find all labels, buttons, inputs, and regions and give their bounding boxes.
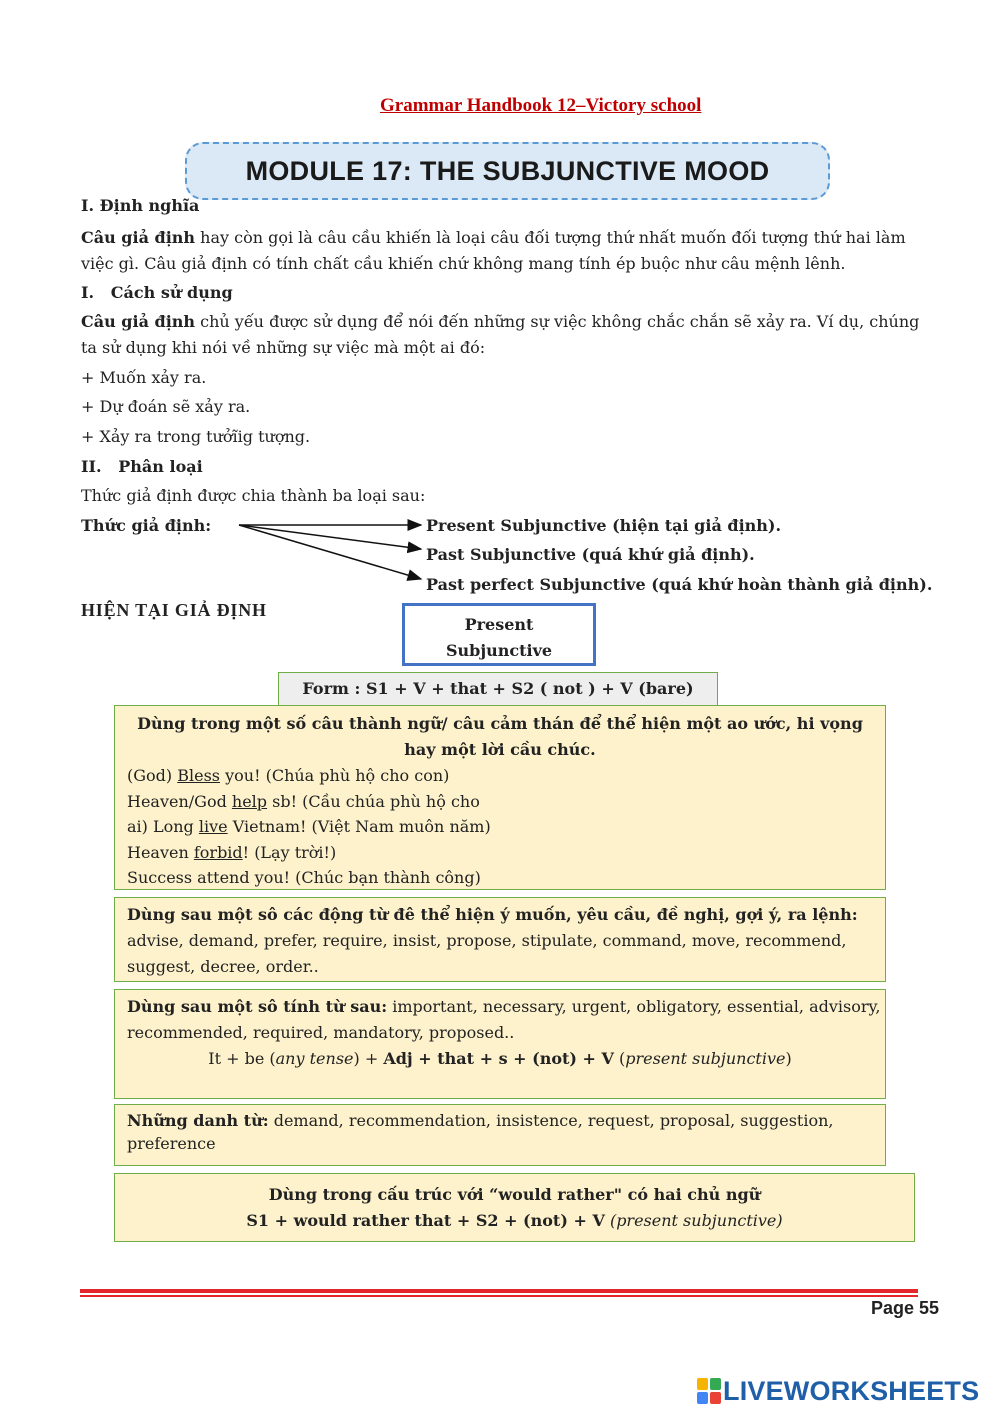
- handbook-title: Grammar Handbook 12–Victory school: [380, 95, 702, 116]
- would-rather-box: [114, 1173, 915, 1242]
- type-past-perfect: Past perfect Subjunctive (quá khứ hoàn thành giả định).: [426, 575, 933, 594]
- types-arrows: [235, 515, 430, 590]
- definition-term: Câu giả định: [81, 228, 196, 247]
- idiom-title-line2: hay một lời cầu chúc.: [404, 740, 596, 759]
- arrow-past: [239, 525, 421, 549]
- types-label: Thức giả định:: [81, 516, 212, 535]
- types-intro: Thức giả định được chia thành ba loại sau:: [81, 486, 426, 505]
- adjectives-box-text: [127, 994, 885, 1046]
- idiom-example: (God) Bless you! (Chúa phù hộ cho con): [127, 766, 450, 785]
- would-rather-formula-note: (present subjunctive): [604, 1211, 783, 1230]
- nouns-line1: demand, recommendation, insistence, request, proposal, suggestion,: [268, 1111, 834, 1130]
- type-present: Present Subjunctive (hiện tại giả định).: [426, 516, 782, 535]
- nouns-box-title: Những danh từ:: [127, 1111, 269, 1130]
- verbs-box: [114, 897, 886, 982]
- module-banner: [185, 142, 830, 200]
- liveworksheets-brand: LIVEWORKSHEETS: [723, 1375, 980, 1406]
- idiom-example: Heaven forbid! (Lạy trời!): [127, 842, 337, 862]
- definition-line1: hay còn gọi là câu cầu khiến là loại câu đối tượng thứ nhất muốn đối tượng thứ hai làm: [195, 228, 906, 247]
- definition-text: [81, 225, 921, 277]
- usage-bullet: + Dự đoán sẽ xảy ra.: [81, 397, 251, 416]
- types-heading: [81, 454, 203, 480]
- idiom-title-line1: Dùng trong một số câu thành ngữ/ câu cảm thán để thể hiện một ao ước, hi vọng: [137, 714, 863, 733]
- adjectives-box-title: Dùng sau một sô tính từ sau:: [127, 997, 388, 1016]
- type-past: Past Subjunctive (quá khứ giả định).: [426, 545, 755, 564]
- usage-term: Câu giả định: [81, 312, 196, 331]
- usage-heading-text: Cách sử dụng: [110, 283, 233, 302]
- idiom-example: Heaven/God help sb! (Cầu chúa phù hộ cho: [127, 791, 480, 811]
- would-rather-formula: S1 + would rather that + S2 + (not) + V: [246, 1211, 605, 1230]
- module-title: MODULE 17: THE SUBJUNCTIVE MOOD: [245, 155, 770, 186]
- nouns-box-text: [127, 1109, 885, 1155]
- adjectives-line1: important, necessary, urgent, obligatory, essential, advisory,: [387, 997, 881, 1016]
- footer-rule-thin: [80, 1295, 918, 1297]
- idiom-example: ai) Long live Vietnam! (Việt Nam muôn năm): [127, 817, 491, 836]
- form-box: [278, 672, 718, 706]
- definition-heading: I. Định nghĩa: [81, 196, 200, 215]
- adjectives-formula: It + be (any tense) + Adj + that + s + (not) + V (present subjunctive): [208, 1049, 792, 1068]
- would-rather-text: [115, 1182, 914, 1234]
- adjectives-line2: recommended, required, mandatory, proposed..: [127, 1023, 515, 1042]
- page-number: Page 55: [871, 1298, 940, 1318]
- idiom-box-title: [115, 711, 885, 763]
- definition-line2: việc gì. Câu giả định có tính chất cầu khiến chứ không mang tính ép buộc như câu mệnh lênh.: [81, 254, 846, 273]
- idiom-examples: [127, 763, 885, 891]
- idiom-box: [114, 705, 886, 890]
- would-rather-line1: Dùng trong cấu trúc với “would rather" có hai chủ ngữ: [268, 1185, 761, 1204]
- types-heading-text: Phân loại: [118, 457, 203, 476]
- usage-heading: [81, 280, 233, 306]
- types-heading-num: II.: [81, 457, 102, 476]
- usage-line1: chủ yếu được sử dụng để nói đến những sự việc không chắc chắn sẽ xảy ra. Ví dụ, chúng: [195, 312, 920, 331]
- present-heading: HIỆN TẠI GIẢ ĐỊNH: [81, 600, 267, 620]
- nouns-line2: preference: [127, 1134, 216, 1153]
- liveworksheets-logo: [697, 1376, 979, 1406]
- nouns-box: [114, 1104, 886, 1166]
- verbs-box-text: [127, 902, 885, 980]
- liveworksheets-logo-icon: [697, 1378, 721, 1404]
- present-box-line1: Present: [464, 615, 534, 634]
- usage-heading-num: I.: [81, 283, 95, 302]
- arrow-past-perfect: [239, 525, 421, 579]
- adjectives-box: [114, 989, 886, 1099]
- usage-line2: ta sử dụng khi nói về những sự việc mà một ai đó:: [81, 338, 486, 357]
- form-text: Form : S1 + V + that + S2 ( not ) + V (bare): [302, 679, 694, 698]
- verbs-box-title: Dùng sau một sô các động từ đê thể hiện ý muốn, yêu cầu, đề nghị, gợi ý, ra lệnh:: [127, 905, 858, 924]
- present-box-line2: Subjunctive: [445, 641, 553, 660]
- idiom-example: Success attend you! (Chúc bạn thành công): [127, 868, 481, 887]
- usage-text: [81, 309, 921, 361]
- usage-bullet: + Muốn xảy ra.: [81, 368, 207, 387]
- verbs-line1: advise, demand, prefer, require, insist, propose, stipulate, command, move, recommend,: [127, 931, 847, 950]
- present-subjunctive-box: [402, 603, 596, 666]
- verbs-line2: suggest, decree, order..: [127, 957, 319, 976]
- usage-bullet: + Xảy ra trong tưởĩig tượng.: [81, 427, 311, 446]
- footer-rule: [80, 1289, 918, 1293]
